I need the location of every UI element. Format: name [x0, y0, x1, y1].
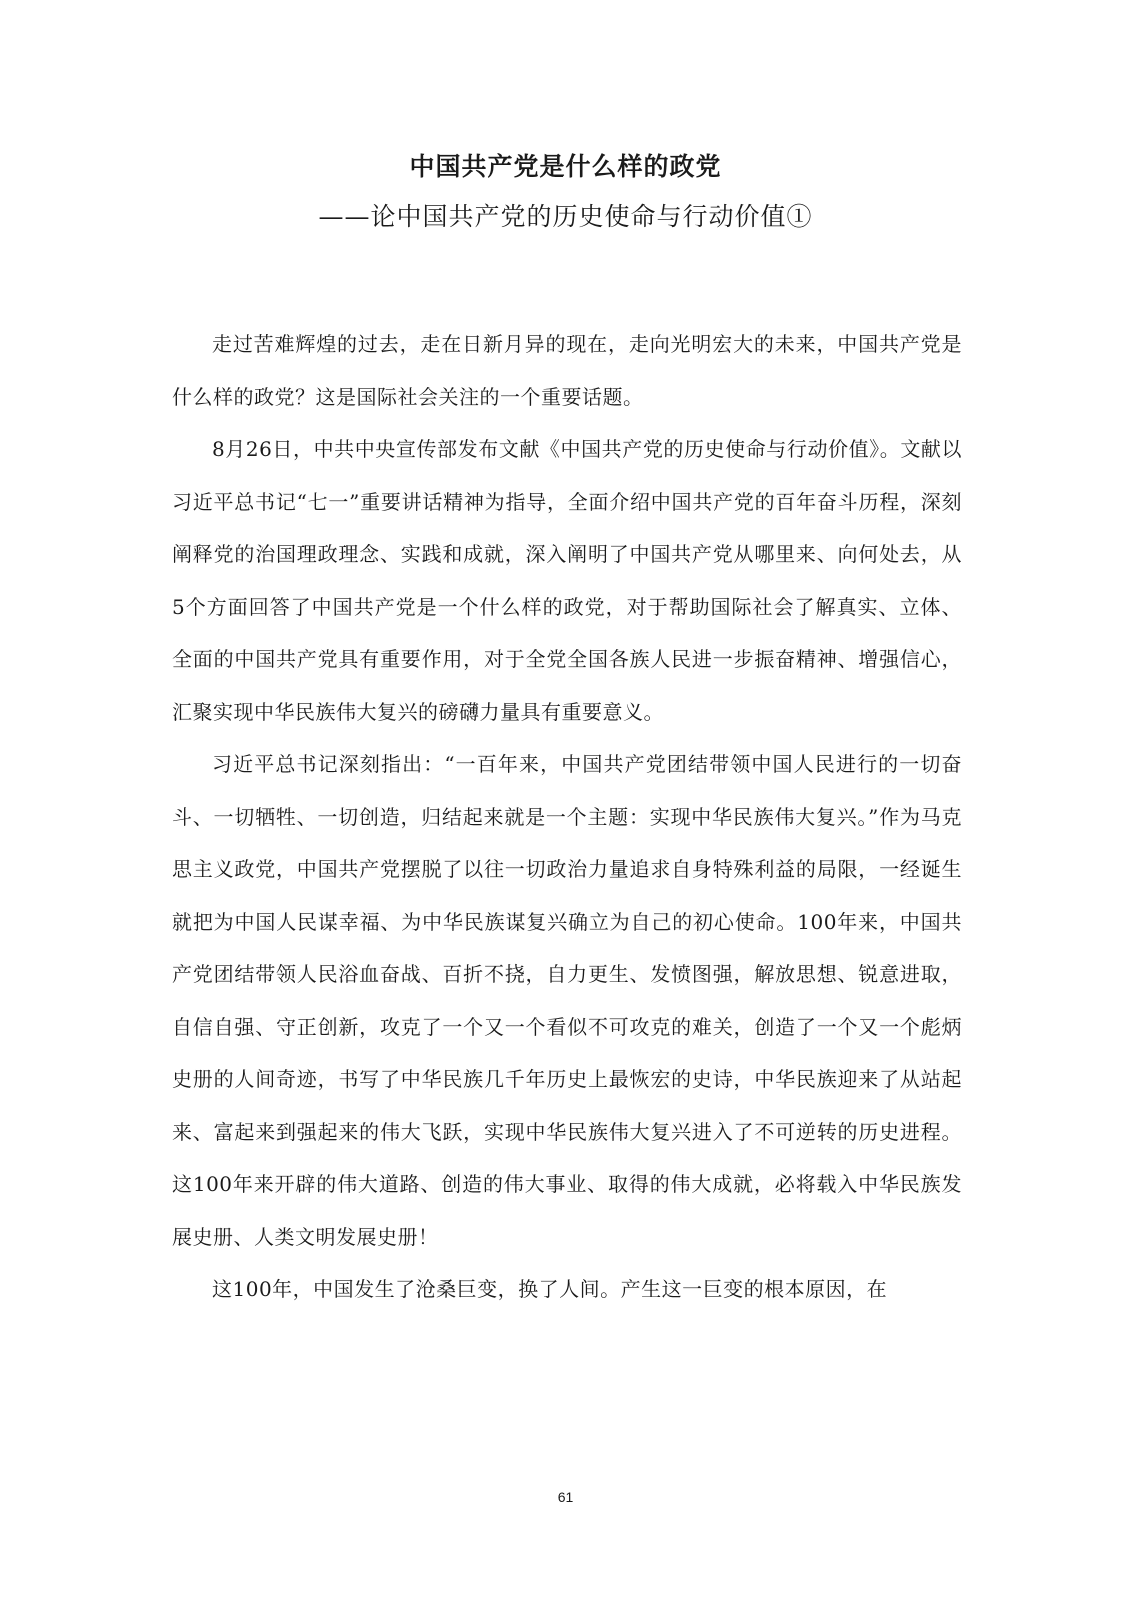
paragraph: 走过苦难辉煌的过去，走在日新月异的现在，走向光明宏大的未来，中国共产党是什么样的政党？这是国际社会关注的一个重要话题。	[172, 332, 962, 409]
document-subtitle: ——论中国共产党的历史使命与行动价值①	[318, 202, 813, 231]
paragraph: 这100年，中国发生了沧桑巨变，换了人间。产生这一巨变的根本原因，在	[212, 1277, 888, 1301]
document-title: 中国共产党是什么样的政党	[409, 152, 722, 181]
paragraph: 习近平总书记深刻指出：“一百年来，中国共产党团结带领中国人民进行的一切奋斗、一切牺牲、一切创造，归结起来就是一个主题：实现中华民族伟大复兴。”作为马克思主义政党，中国共产党摆脱了以往一切政治力量追求自身特殊利益的局限，一经诞生就把为中国人民谋幸福、为中华民族谋复兴确立为自己的初心使命。100年来，中国共产党团结带领人民浴血奋战、百折不挠，自力更生、发愤图强，解放思想、锐意进取，自信自强、守正创新，攻克了一个又一个看似不可攻克的难关，创造了一个又一个彪炳史册的人间奇迹，书写了中华民族几千年历史上最恢宏的史诗，中华民族迎来了从站起来、富起来到强起来的伟大飞跃，实现中华民族伟大复兴进入了不可逆转的历史进程。这100年来开辟的伟大道路、创造的伟大事业、取得的伟大成就，必将载入中华民族发展史册、人类文明发展史册！	[172, 752, 962, 1249]
page-number: 61	[557, 1489, 574, 1505]
document-body	[172, 318, 962, 1316]
paragraph: 8月26日，中共中央宣传部发布文献《中国共产党的历史使命与行动价值》。文献以习近平总书记“七一”重要讲话精神为指导，全面介绍中国共产党的百年奋斗历程，深刻阐释党的治国理政理念、实践和成就，深入阐明了中国共产党从哪里来、向何处去，从5个方面回答了中国共产党是一个什么样的政党，对于帮助国际社会了解真实、立体、全面的中国共产党具有重要作用，对于全党全国各族人民进一步振奋精神、增强信心，汇聚实现中华民族伟大复兴的磅礴力量具有重要意义。	[172, 437, 962, 724]
